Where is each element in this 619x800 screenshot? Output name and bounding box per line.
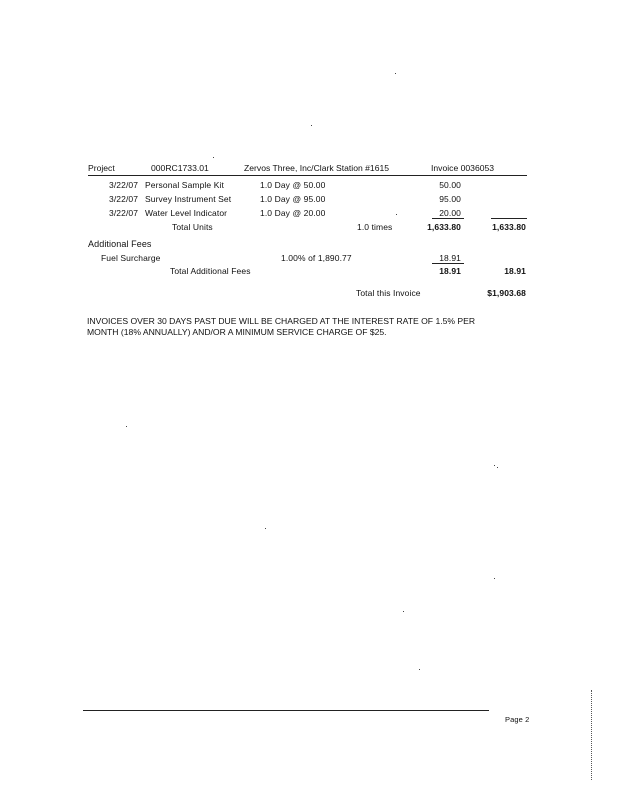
fuel-surcharge-amount: 18.91 [439,253,461,263]
scan-speck [396,214,397,215]
scan-speck [395,73,396,74]
additional-fees-heading: Additional Fees [88,239,152,249]
line-item-date: 3/22/07 [109,180,139,190]
line-item-amount: 50.00 [439,180,461,190]
line-item-date: 3/22/07 [109,194,139,204]
line-item-amount: 95.00 [439,194,461,204]
total-additional-fees-label: Total Additional Fees [170,266,251,276]
invoice-total-label: Total this Invoice [356,288,421,298]
late-payment-notice: INVOICES OVER 30 DAYS PAST DUE WILL BE CHARGED AT THE INTEREST RATE OF 1.5% PER MONTH (18% ANNUALLY) AND/OR A MINIMUM SERVICE CHARGE OF $25. [87,316,476,337]
fuel-surcharge-label: Fuel Surcharge [101,253,161,263]
scan-speck [403,611,404,612]
footer-rule [83,710,489,711]
scan-speck [494,465,495,466]
project-number: 000RC1733.01 [151,163,209,173]
total-units-subtotal: 1,633.80 [427,222,461,232]
line-item-rate: 1.0 Day @ 95.00 [260,194,326,204]
total-units-times: 1.0 times [357,222,393,232]
line-item-name: Survey Instrument Set [145,194,232,204]
scan-edge-mark [591,690,593,780]
project-label: Project [88,163,115,173]
page-number: Page 2 [505,715,530,724]
total-additional-fees-subtotal: 18.91 [439,266,461,276]
line-item-name: Water Level Indicator [145,208,228,218]
subtotal-rule [432,218,464,219]
client-name: Zervos Three, Inc/Clark Station #1615 [244,163,390,173]
total-rule [491,218,527,219]
scan-speck [311,125,312,126]
line-item-rate: 1.0 Day @ 20.00 [260,208,326,218]
header-rule [88,175,527,176]
scan-speck [419,669,420,670]
scan-speck [213,157,214,158]
total-additional-fees-amount: 18.91 [504,266,526,276]
line-item-name: Personal Sample Kit [145,180,224,190]
total-units-total: 1,633.80 [492,222,526,232]
invoice-total-amount: $1,903.68 [487,288,526,298]
fuel-surcharge-calc: 1.00% of 1,890.77 [281,253,352,263]
scan-speck [497,467,498,468]
fees-subtotal-rule [432,263,464,264]
line-item-date: 3/22/07 [109,208,139,218]
total-units-label: Total Units [172,222,213,232]
scan-speck [126,426,127,427]
line-item-amount: 20.00 [439,208,461,218]
scan-speck [265,528,266,529]
scan-speck [494,578,495,579]
invoice-number: Invoice 0036053 [431,163,495,173]
line-item-rate: 1.0 Day @ 50.00 [260,180,326,190]
